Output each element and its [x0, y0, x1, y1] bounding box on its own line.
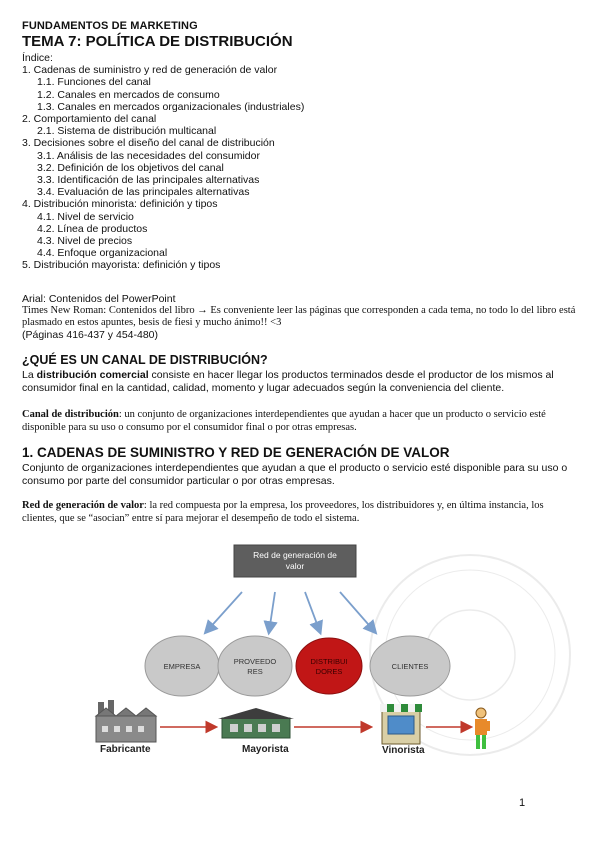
paragraph-section-1: Conjunto de organizaciones interdependientes que ayudan a que el producto o servicio esté disponible para su uso o consumo por parte del consumidor particular o por otras empresas.: [22, 462, 568, 487]
index-item: 4.1. Nivel de servicio: [37, 210, 134, 223]
index-item: 1.1. Funciones del canal: [37, 76, 151, 89]
warehouse-icon: [218, 708, 294, 738]
note-times: Times New Roman: Contenidos del libro → Es conveniente leer las páginas que corresponden a cada tema, no todo lo del libro está plasmado en estos apuntes, besis de fiesi y mucho ánimo!! <3: [22, 305, 576, 328]
term-distribucion-comercial: distribución comercial: [36, 369, 149, 381]
text: La: [22, 369, 37, 381]
box-line-2: valor: [285, 561, 305, 571]
shop-icon: [380, 704, 422, 744]
course-title: FUNDAMENTOS DE MARKETING: [22, 20, 198, 32]
node-distribuidores-label-1: DISTRIBUI: [310, 657, 348, 666]
index-item: 1.3. Canales en mercados organizacionales (industriales): [37, 100, 305, 113]
factory-icon: [96, 700, 156, 742]
index-item: 4.3. Nivel de precios: [37, 235, 133, 248]
index-item: 5. Distribución mayorista: definición y tipos: [22, 259, 221, 272]
note-pages: (Páginas 416-437 y 454-480): [22, 329, 159, 341]
chain-label-fabricante: Fabricante: [100, 744, 151, 755]
index-item: 3.3. Identificación de las principales alternativas: [37, 174, 260, 187]
text: : la red compuesta por la empresa, los proveedores, los distribuidores y, en última instancia, los clientes, que se “asocian” entre sí para mejorar el desempeño de todo el sistema.: [22, 500, 544, 524]
node-empresa-label: EMPRESA: [163, 662, 201, 671]
node-distribuidores-label-2: DORES: [315, 667, 343, 676]
index-item: 3. Decisiones sobre el diseño del canal de distribución: [22, 137, 275, 150]
text: : un conjunto de organizaciones interdependientes que ayudan a hacer que un producto o servicio esté disponible para su uso o consumo por el consumidor final o por otras empresas.: [22, 409, 546, 433]
page-number: 1: [519, 797, 526, 809]
index-item: 3.2. Definición de los objetivos del canal: [37, 161, 224, 174]
term-canal-distribucion: Canal de distribución: [22, 409, 119, 420]
page-title: TEMA 7: POLÍTICA DE DISTRIBUCIÓN: [22, 33, 293, 50]
section-heading-canal: ¿QUÉ ES UN CANAL DE DISTRIBUCIÓN?: [22, 353, 268, 367]
customer-icon: [475, 708, 490, 749]
arrow-to-proveedores: [269, 592, 275, 632]
index-item: 2.1. Sistema de distribución multicanal: [37, 125, 217, 138]
term-red-valor: Red de generación de valor: [22, 500, 144, 511]
section-heading-1: 1. CADENAS DE SUMINISTRO Y RED DE GENERACIÓN DE VALOR: [22, 445, 450, 460]
index-item: 3.1. Análisis de las necesidades del consumidor: [37, 149, 260, 162]
index-item: 2. Comportamiento del canal: [22, 113, 157, 126]
arrow-to-clientes: [340, 592, 375, 632]
arrow-to-empresa: [206, 592, 242, 632]
index-item: 4. Distribución minorista: definición y tipos: [22, 198, 218, 211]
index-item: 4.4. Enfoque organizacional: [37, 247, 168, 260]
note-arial: Arial: Contenidos del PowerPoint: [22, 293, 176, 305]
node-clientes-label: CLIENTES: [391, 662, 429, 671]
index-item: 1.2. Canales en mercados de consumo: [37, 88, 220, 101]
index-item: 1. Cadenas de suministro y red de generación de valor: [22, 64, 278, 77]
node-proveedores: [218, 636, 292, 696]
node-proveedores-label-1: PROVEEDO: [233, 657, 277, 666]
chain-label-minorista: Vinorista: [382, 745, 425, 756]
node-proveedores-label-2: RES: [247, 667, 263, 676]
arrow-to-distribuidores: [305, 592, 320, 632]
node-distribuidores: [296, 638, 362, 694]
index-item: 3.4. Evaluación de las principales alternativas: [37, 186, 250, 199]
text: consiste en hacer llegar los productos terminados desde el productor de los mismos al consumidor final en la cantidad, calidad, momento y lugar adecuados según la conveniencia del cliente.: [22, 369, 554, 394]
chain-label-mayorista: Mayorista: [242, 744, 289, 755]
index-label: Índice:: [22, 52, 53, 64]
index-item: 4.2. Línea de productos: [37, 222, 148, 235]
box-line-1: Red de generación de: [253, 550, 337, 560]
